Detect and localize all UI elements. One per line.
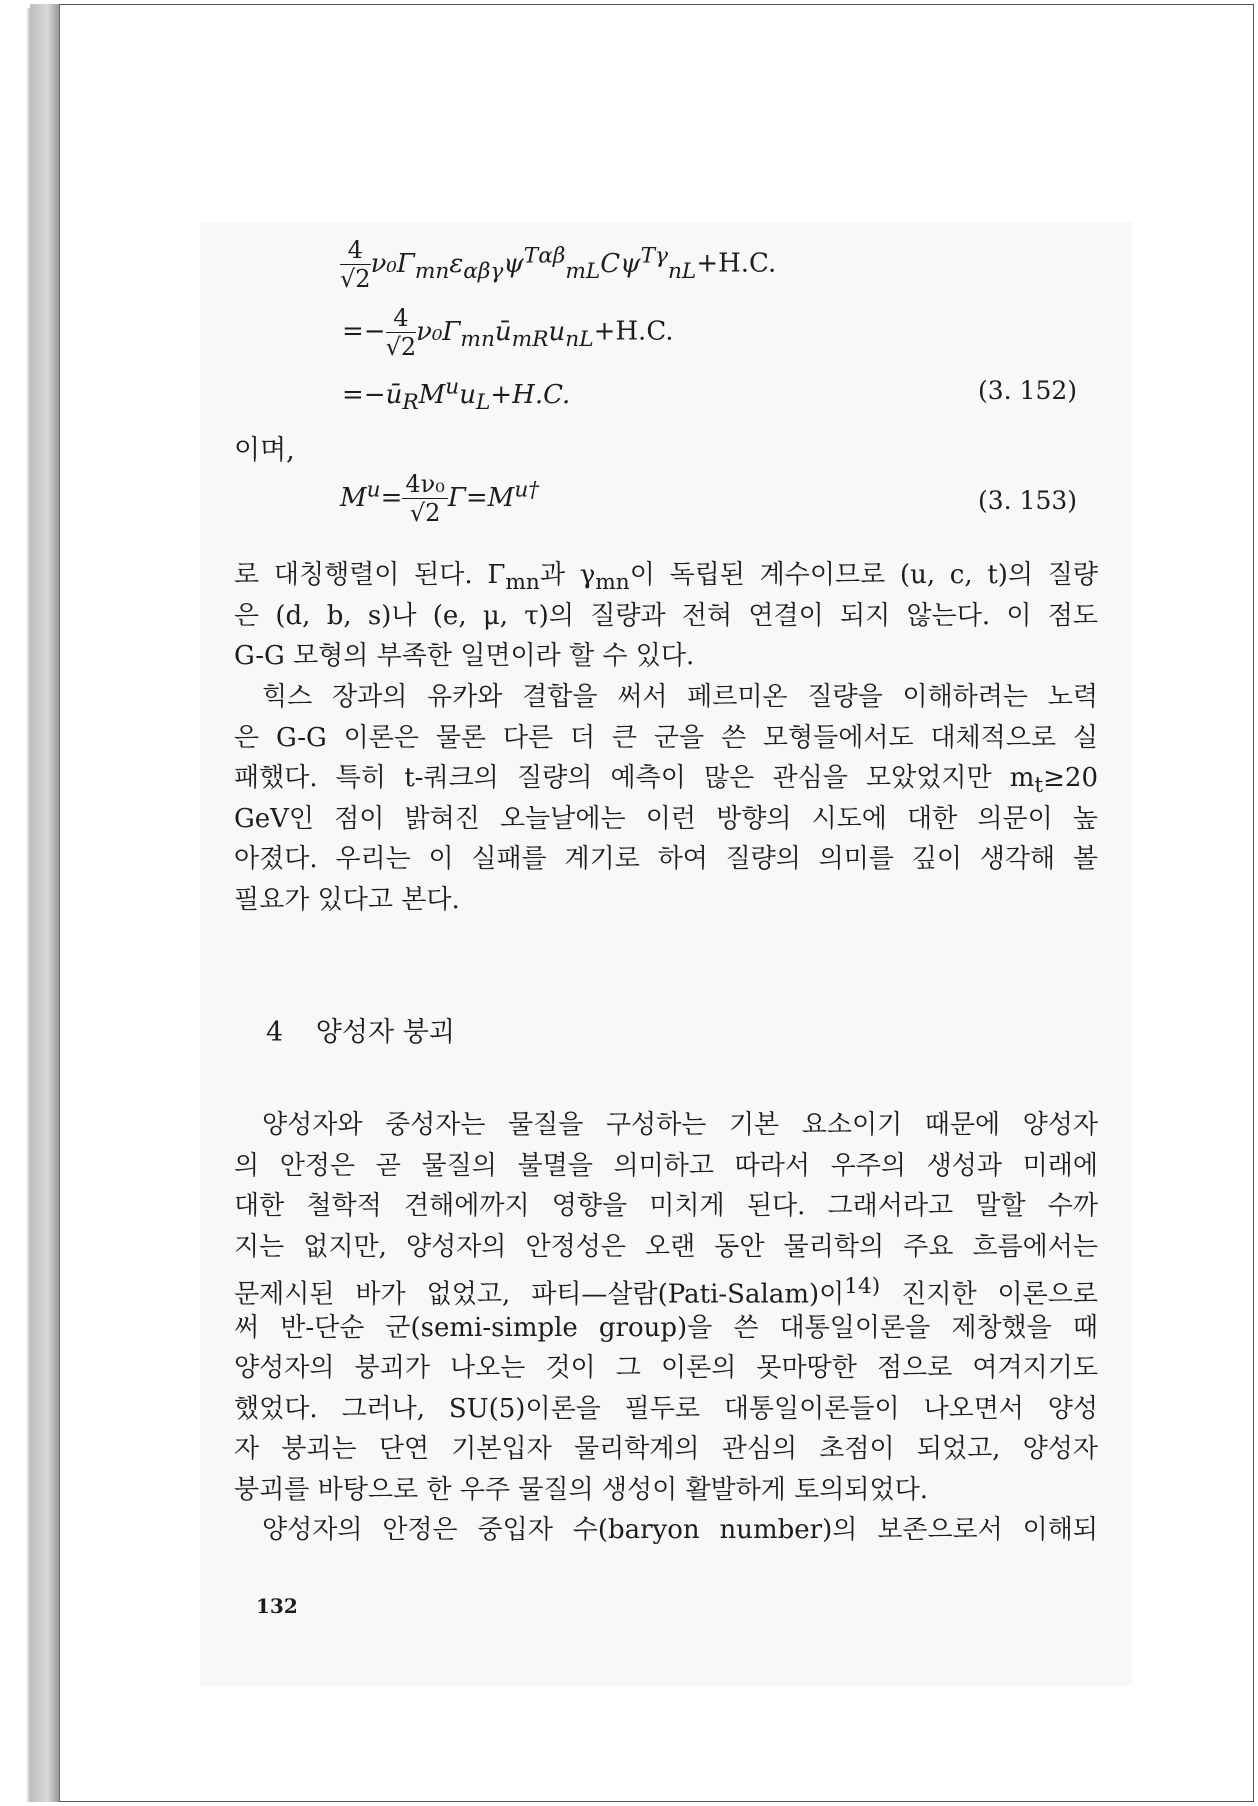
paragraph-line: 은 (d, b, s)나 (e, μ, τ)의 질량과 전혀 연결이 되지 않는다. 이 점도 bbox=[234, 600, 1098, 631]
paragraph-line: 필요가 있다고 본다. bbox=[234, 884, 460, 915]
fraction bbox=[402, 470, 447, 527]
paragraph-line: 대한 철학적 견해에까지 영향을 미치게 된다. 그래서라고 말할 수까 bbox=[234, 1191, 1098, 1221]
equation-rhs: $\Gamma=M^{u\dagger}$ bbox=[447, 476, 540, 513]
connector-text: 이며, bbox=[234, 435, 295, 466]
equation-3-153 bbox=[340, 470, 539, 527]
paragraph-line: 아졌다. 우리는 이 실패를 계기로 하여 질량의 의미를 깊이 생각해 볼 bbox=[234, 844, 1098, 874]
equation-body: $=-ū_RM^uu_L+H.C$. bbox=[342, 374, 571, 415]
equation-tail: +H.C. bbox=[593, 316, 674, 347]
paragraph-line: 은 G-G 이론은 물론 다른 더 큰 군을 쓴 모형들에서도 대체적으로 실 bbox=[234, 722, 1098, 753]
paragraph-line: 양성자의 붕괴가 나오는 것이 그 이론의 못마땅한 점으로 여겨지기도 bbox=[234, 1353, 1098, 1383]
fraction bbox=[386, 304, 417, 361]
section-title: 양성자 붕괴 bbox=[315, 1017, 455, 1048]
paragraph-line: 양성자와 중성자는 물질을 구성하는 기본 요소이기 때문에 양성자 bbox=[262, 1110, 1098, 1140]
equation-3-152-line-1 bbox=[340, 236, 776, 293]
page-number: 132 bbox=[256, 1594, 298, 1618]
paragraph-line: 의 안정은 곧 물질의 불멸을 의미하고 따라서 우주의 생성과 미래에 bbox=[234, 1150, 1098, 1181]
fraction-denominator: √2 bbox=[340, 265, 371, 293]
paragraph-line: 로 대칭행렬이 된다. $\Gamma_{mn}$과 $\gamma_{mn}$이 독립된 계수이므로 (u, c, t)의 질량 bbox=[234, 560, 1098, 596]
paragraph-2 bbox=[234, 677, 1098, 920]
equation-tail: +H.C. bbox=[696, 248, 777, 279]
section-number: 4 bbox=[266, 1017, 284, 1048]
section-heading bbox=[266, 1010, 455, 1049]
equation-body: $\nu_0\Gamma_{mn}ū_{mR}u_{nL}$ bbox=[416, 316, 594, 352]
equation-3-152-line-2 bbox=[342, 304, 674, 361]
fraction-numerator: 4 bbox=[340, 236, 371, 265]
fraction-numerator: 4 bbox=[386, 304, 417, 333]
paragraph-line: 붕괴를 바탕으로 한 우주 물질의 생성이 활발하게 토의되었다. bbox=[234, 1474, 929, 1505]
fraction bbox=[340, 236, 371, 293]
equation-lhs: $M^u=$ bbox=[340, 476, 403, 513]
fraction-denominator: √2 bbox=[409, 499, 441, 527]
equation-number: (3. 153) bbox=[978, 486, 1078, 515]
paragraph-line: 양성자의 안정은 중입자 수(baryon number)의 보존으로서 이해되 bbox=[262, 1515, 1098, 1545]
equation-number: (3. 152) bbox=[978, 376, 1078, 405]
book-spine bbox=[30, 4, 60, 1802]
paragraph-3 bbox=[234, 1105, 1098, 1551]
paragraph-line: 문제시된 바가 없었고, 파티—살람(Pati-Salam)이$^{14)}$ 진지한 이론으로 bbox=[234, 1274, 1098, 1308]
paragraph-line: 지는 없지만, 양성자의 안정성은 오랜 동안 물리학의 주요 흐름에서는 bbox=[234, 1231, 1098, 1262]
paragraph-line: GeV인 점이 밝혀진 오늘날에는 이런 방향의 시도에 대한 의문이 높 bbox=[234, 803, 1098, 834]
equation-body: $\nu_0\Gamma_{mn}\varepsilon_{\alpha\beta\gamma}\psi^{T\alpha\beta}_{mL}C\psi^{T\gamma}_{nL}$ bbox=[370, 242, 697, 284]
fraction-numerator: 4ν₀ bbox=[402, 470, 447, 499]
paragraph-line: 힉스 장과의 유카와 결합을 써서 페르미온 질량을 이해하려는 노력 bbox=[262, 682, 1098, 712]
paragraph-line: 써 반-단순 군(semi-simple group)을 쓴 대통일이론을 제창했을 때 bbox=[234, 1312, 1098, 1343]
paragraph-line: 패했다. 특히 t-쿼크의 질량의 예측이 많은 관심을 모았었지만 $m_t\ge 20$ bbox=[234, 763, 1098, 799]
paragraph-line: 자 붕괴는 단연 기본입자 물리학계의 관심의 초점이 되었고, 양성자 bbox=[234, 1434, 1098, 1464]
paragraph-line: G-G 모형의 부족한 일면이라 할 수 있다. bbox=[234, 641, 695, 671]
equation-prefix: =− bbox=[342, 316, 386, 347]
fraction-denominator: √2 bbox=[385, 333, 417, 361]
equation-3-152-line-3 bbox=[342, 374, 570, 415]
paragraph-line: 했었다. 그러나, SU(5)이론을 필두로 대통일이론들이 나오면서 양성 bbox=[234, 1393, 1098, 1424]
paragraph-1 bbox=[234, 555, 1098, 677]
